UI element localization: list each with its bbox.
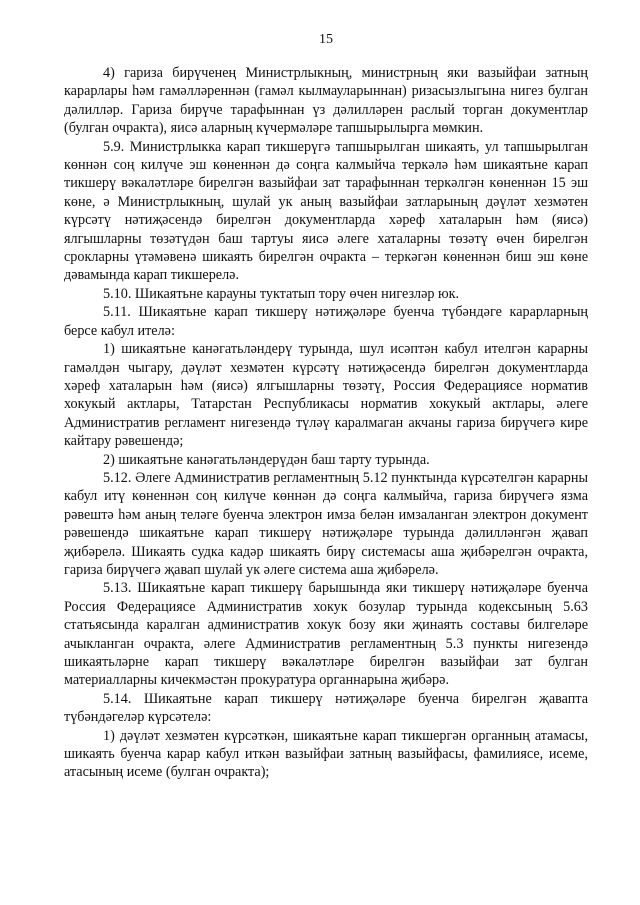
- paragraph-5-10: 5.10. Шикаятьне карауны туктатып тору өчен нигезләр юк.: [103, 285, 460, 302]
- paragraph-5-9: 5.9. Министрлыкка карап тикшерүгә тапшырылган шикаять, ул тапшырылган көннән соң килүче эш көненнән дә соңга калмыйча теркәлә һәм шикаятьне карап тикшерү вәкаләтләре бирелгән вазыйфаи зат тарафыннан теркәлгән көненнән 15 эш көне, ә Министрлыкның, шулай ук аның вазыйфаи затларының дәүләт хезмәтен күрсәтү нәтиҗәсендә бирелгән документларда хәреф хаталарын һәм (яисә) ялгышларны төзәтүдән баш тартуы яисә әлеге хаталарны төзәтү өчен бирелгән срокларны үтәмәвенә шикаять бирелгән очракта – теркәгән көненнән биш эш көне дәвамында карап тикшерелә.: [64, 138, 588, 284]
- paragraph-5-11: 5.11. Шикаятьне карап тикшерү нәтиҗәләре буенча түбәндәге карарларның берсе кабул ителә:: [64, 304, 588, 339]
- paragraph-5-14-item-1: 1) дәүләт хезмәтен күрсәткән, шикаятьне карап тикшергән органның атамасы, шикаять буенча карар кабул иткән вазыйфаи затның вазыйфасы, фамилиясе, исеме, атасының исеме (булган очракта);: [64, 727, 588, 781]
- paragraph-5-12: 5.12. Әлеге Административ регламентның 5.12 пунктында күрсәтелгән карарны кабул итү көненнән соң килүче көннән дә соңга калмыйча, гариза бирүчегә язма рәвештә һәм аның теләге буенча электрон имза белән имзаланган электрон документ рәвешендә шикаятьне карап тикшерү нәтиҗәләре турында дәлилләнгән җавап җибәрелә. Шикаять судка кадәр шикаять бирү системасы аша җибәрелгән очракта, гариза бирүчегә җавап шулай ук әлеге система аша җибәрелә.: [64, 469, 588, 578]
- paragraph-5-14: 5.14. Шикаятьне карап тикшерү нәтиҗәләре буенча бирелгән җавапта түбәндәгеләр күрсәтелә:: [64, 690, 588, 726]
- page-number: 15: [319, 32, 333, 47]
- paragraph-4-grounds: 4) гариза бирүченең Министрлыкның, министрның яки вазыйфаи затның карарлары һәм гамәлләреннән (гамәл кылмауларыннан) ризасызлыгына нигез булган дәлилләр. Гариза бирүче тарафыннан үз дәлилләрен раслый торган документлар (булган очракта), яисә аларның күчермәләре тапшырылырга мөмкин.: [64, 65, 588, 137]
- paragraph-5-11-item-2: 2) шикаятьне канәгатьләндерүдән баш тарту турында.: [103, 451, 430, 468]
- paragraph-5-13: 5.13. Шикаятьне карап тикшерү барышында яки тикшерү нәтиҗәләре буенча Россия Федерациясе Административ хокук бозулар турында кодексының 5.63 статьясында каралган административ хокук бозу яки җинаять составы билгеләре ачыкланган очракта, әлеге Административ регламентның 5.3 пункты нигезендә шикаятьләрне карап тикшерү вәкаләтләре бирелгән вазыйфаи зат булган материалларны кичекмәстән прокуратура органнарына җибәрә.: [64, 580, 588, 689]
- paragraph-5-11-item-1: 1) шикаятьне канәгатьләндерү турында, шул исәптән кабул ителгән карарны гамәлдән чыгару, дәүләт хезмәтен күрсәтү нәтиҗәсендә бирелгән документларда хәреф хаталарын һәм (яисә) ялгышларны төзәтү, Россия Федерациясе норматив хокукый актлары, Татарстан Республикасы норматив хокукый актлары, әлеге Административ регламент нигезендә түләү каралмаган акчаны гариза бирүчегә кире кайтару рәвешендә;: [64, 341, 588, 450]
